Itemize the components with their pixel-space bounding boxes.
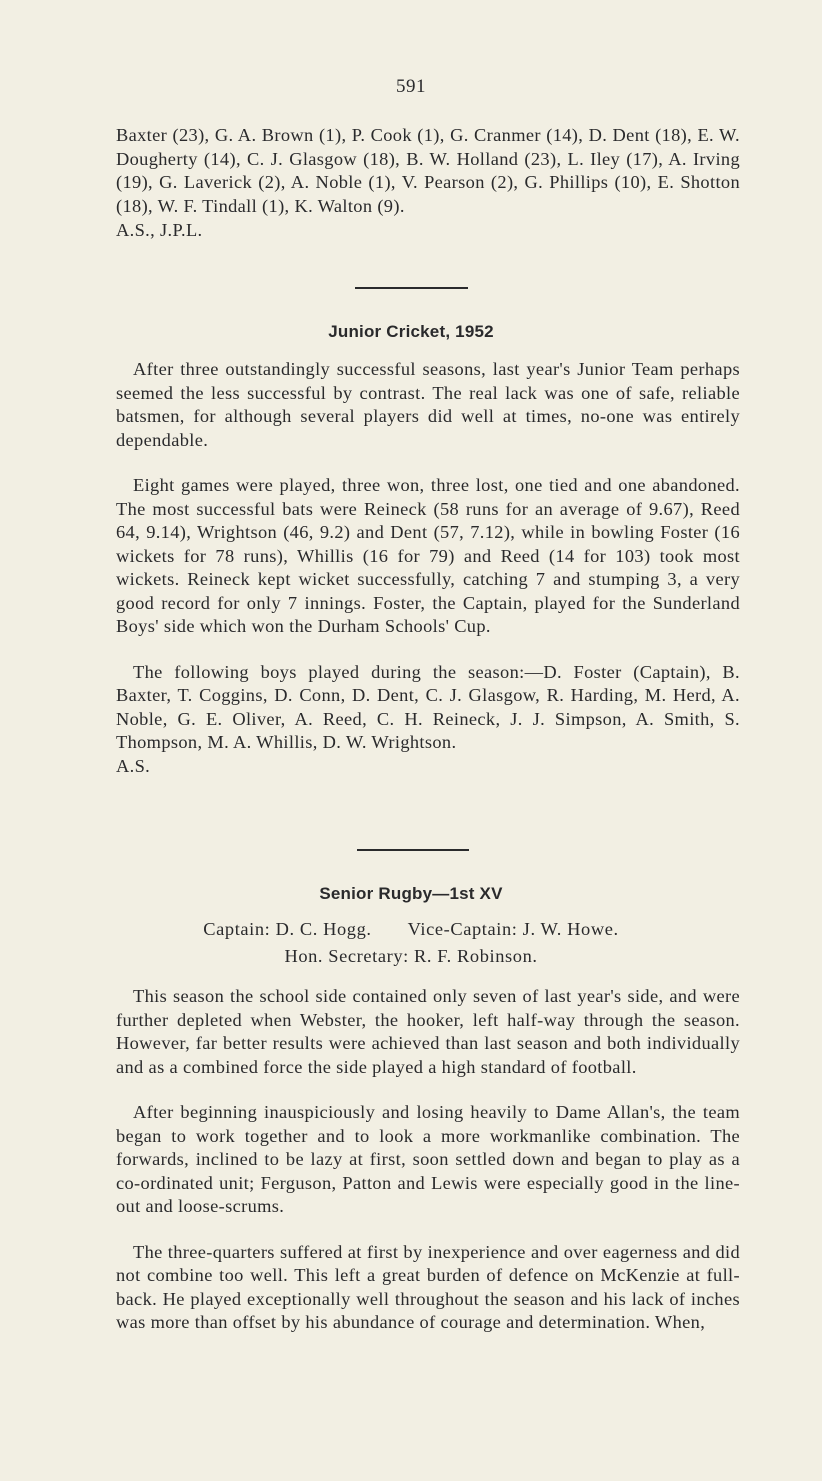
junior-cricket-heading: Junior Cricket, 1952 (328, 322, 494, 341)
junior-cricket-paragraph-3: The following boys played during the season:—D. Foster (Captain), B. Baxter, T. Coggins, D. Conn, D. Dent, C. J. Glasgow, R. Harding, M. Herd, A. Noble, G. E. Oliver, A. Reed, C. H. Reineck, J. J. Simpson, A. Smith, S. Thompson, M. A. Whillis, D. W. Wrightson. (116, 661, 740, 752)
senior-rugby-paragraph-2: After beginning inauspiciously and losing heavily to Dame Allan's, the team began to work together and to look a more workmanlike combination. The forwards, inclined to be lazy at first, soon settled down and began to play as a co-ordinated unit; Ferguson, Patton and Lewis were especially good in the line-out and loose-scrums. (116, 1102, 740, 1216)
senior-rugby-heading: Senior Rugby—1st XV (319, 884, 503, 903)
intro-paragraph: Baxter (23), G. A. Brown (1), P. Cook (1), G. Cranmer (14), D. Dent (18), E. W. Dougherty (14), C. J. Glasgow (18), B. W. Holland (23), L. Iley (17), A. Irving (19), G. Laverick (2), A. Noble (1), V. Pearson (2), G. Phillips (10), E. Shotton (18), W. F. Tindall (1), K. Walton (9). (116, 125, 740, 216)
section-divider (355, 287, 468, 289)
intro-signature: A.S., J.P.L. (116, 220, 203, 240)
junior-cricket-paragraph-1: After three outstandingly successful seasons, last year's Junior Team perhaps seemed the less successful by contrast. The real lack was one of safe, reliable batsmen, for although several players did well at times, no-one was entirely dependable. (116, 359, 740, 450)
senior-rugby-section (116, 985, 740, 1335)
rugby-officers-line-1: Captain: D. C. Hogg. Vice-Captain: J. W. Howe. (203, 919, 619, 939)
senior-rugby-paragraph-3: The three-quarters suffered at first by inexperience and over eagerness and did not combine too well. This left a great burden of defence on McKenzie at full-back. He played exceptionally well throughout the season and his lack of inches was more than offset by his abundance of courage and determination. When, (116, 1241, 740, 1332)
section-divider (357, 849, 469, 851)
junior-cricket-section (116, 358, 740, 778)
senior-rugby-paragraph-1: This season the school side contained only seven of last year's side, and were further depleted when Webster, the hooker, left half-way through the season. However, far better results were achieved than last season and both individually and as a combined force the side played a high standard of football. (116, 986, 740, 1077)
junior-cricket-paragraph-2: Eight games were played, three won, three lost, one tied and one abandoned. The most successful bats were Reineck (58 runs for an average of 9.67), Reed 64, 9.14), Wrightson (46, 9.2) and Dent (57, 7.12), while in bowling Foster (16 wickets for 78 runs), Whillis (16 for 79) and Reed (14 for 103) took most wickets. Reineck kept wicket successfully, catching 7 and stumping 3, a very good record for only 7 innings. Foster, the Captain, played for the Sunderland Boys' side which won the Durham Schools' Cup. (116, 475, 740, 636)
intro-section (116, 124, 740, 243)
junior-cricket-signature: A.S. (116, 755, 151, 776)
page-number: 591 (396, 76, 426, 97)
rugby-officers-line-2: Hon. Secretary: R. F. Robinson. (284, 946, 538, 966)
